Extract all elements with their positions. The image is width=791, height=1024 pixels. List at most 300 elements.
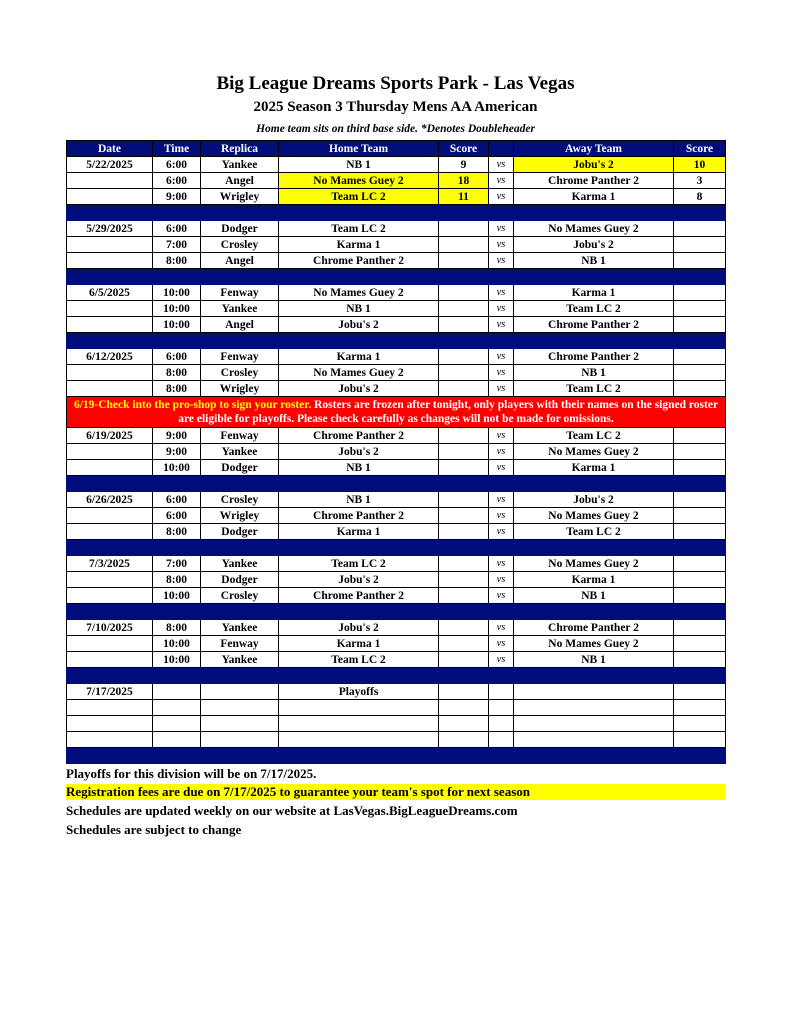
separator-cell xyxy=(514,205,674,221)
away-team-cell: Chrome Panther 2 xyxy=(514,317,674,333)
away-team-cell: Karma 1 xyxy=(514,189,674,205)
empty-cell xyxy=(153,716,201,732)
time-cell: 8:00 xyxy=(153,381,201,397)
separator-cell xyxy=(439,748,489,764)
away-score-cell xyxy=(674,317,726,333)
home-team-cell: NB 1 xyxy=(279,460,439,476)
vs-cell: vs xyxy=(489,492,514,508)
away-team-cell: Jobu's 2 xyxy=(514,237,674,253)
separator-cell xyxy=(514,668,674,684)
separator-cell xyxy=(67,269,153,285)
date-cell: 7/10/2025 xyxy=(67,620,153,636)
date-cell xyxy=(67,173,153,189)
date-cell xyxy=(67,444,153,460)
empty-cell xyxy=(279,732,439,748)
home-team-cell: No Mames Guey 2 xyxy=(279,173,439,189)
home-team-cell: Playoffs xyxy=(279,684,439,700)
col-header-time: Time xyxy=(153,141,201,157)
date-cell xyxy=(67,237,153,253)
home-score-cell xyxy=(439,636,489,652)
separator-cell xyxy=(674,333,726,349)
table-row xyxy=(67,572,726,588)
separator-cell xyxy=(514,269,674,285)
time-cell: 8:00 xyxy=(153,572,201,588)
separator-cell xyxy=(67,540,153,556)
vs-cell xyxy=(489,684,514,700)
home-score-cell xyxy=(439,365,489,381)
separator-cell xyxy=(439,540,489,556)
separator-cell xyxy=(279,205,439,221)
table-row xyxy=(67,428,726,444)
away-score-cell xyxy=(674,652,726,668)
away-team-cell: Team LC 2 xyxy=(514,301,674,317)
empty-cell xyxy=(67,732,153,748)
table-row xyxy=(67,173,726,189)
footer-registration-note: Registration fees are due on 7/17/2025 to guarantee your team's spot for next season xyxy=(66,784,725,800)
week-separator xyxy=(67,748,726,764)
empty-row xyxy=(67,716,726,732)
replica-field-cell: Fenway xyxy=(201,285,279,301)
separator-cell xyxy=(674,604,726,620)
away-score-cell xyxy=(674,524,726,540)
away-score-cell: 8 xyxy=(674,189,726,205)
date-cell: 7/3/2025 xyxy=(67,556,153,572)
table-row xyxy=(67,460,726,476)
away-score-cell xyxy=(674,508,726,524)
separator-cell xyxy=(514,604,674,620)
home-team-cell: Karma 1 xyxy=(279,524,439,540)
col-header-away-score: Score xyxy=(674,141,726,157)
separator-cell xyxy=(514,748,674,764)
table-row xyxy=(67,652,726,668)
replica-field-cell: Crosley xyxy=(201,588,279,604)
separator-cell xyxy=(489,205,514,221)
week-separator xyxy=(67,205,726,221)
home-team-cell: NB 1 xyxy=(279,492,439,508)
empty-cell xyxy=(514,732,674,748)
vs-cell: vs xyxy=(489,556,514,572)
home-team-cell: Karma 1 xyxy=(279,636,439,652)
separator-cell xyxy=(279,668,439,684)
table-row xyxy=(67,620,726,636)
footer-website-note: Schedules are updated weekly on our website at LasVegas.BigLeagueDreams.com xyxy=(66,803,518,818)
roster-notice xyxy=(67,397,726,428)
table-row xyxy=(67,508,726,524)
home-team-cell: NB 1 xyxy=(279,157,439,173)
empty-cell xyxy=(674,716,726,732)
away-team-cell: NB 1 xyxy=(514,365,674,381)
separator-cell xyxy=(279,333,439,349)
vs-cell: vs xyxy=(489,173,514,189)
home-score-cell xyxy=(439,508,489,524)
away-score-cell xyxy=(674,636,726,652)
time-cell: 6:00 xyxy=(153,349,201,365)
replica-field-cell: Dodger xyxy=(201,460,279,476)
separator-cell xyxy=(201,668,279,684)
time-cell xyxy=(153,684,201,700)
table-row xyxy=(67,253,726,269)
home-team-cell: Team LC 2 xyxy=(279,221,439,237)
separator-cell xyxy=(674,476,726,492)
time-cell: 8:00 xyxy=(153,524,201,540)
week-separator xyxy=(67,269,726,285)
time-cell: 10:00 xyxy=(153,588,201,604)
away-score-cell xyxy=(674,444,726,460)
replica-field-cell: Angel xyxy=(201,173,279,189)
separator-cell xyxy=(489,748,514,764)
separator-cell xyxy=(279,269,439,285)
separator-cell xyxy=(67,333,153,349)
vs-cell: vs xyxy=(489,221,514,237)
date-cell: 6/19/2025 xyxy=(67,428,153,444)
time-cell: 8:00 xyxy=(153,365,201,381)
replica-field-cell: Yankee xyxy=(201,157,279,173)
col-header-replica: Replica xyxy=(201,141,279,157)
vs-cell: vs xyxy=(489,652,514,668)
away-score-cell xyxy=(674,428,726,444)
separator-cell xyxy=(674,668,726,684)
date-cell xyxy=(67,588,153,604)
page-subtitle: 2025 Season 3 Thursday Mens AA American xyxy=(253,99,538,115)
away-team-cell: Team LC 2 xyxy=(514,524,674,540)
replica-field-cell: Wrigley xyxy=(201,189,279,205)
home-team-cell: Chrome Panther 2 xyxy=(279,508,439,524)
vs-cell: vs xyxy=(489,428,514,444)
roster-notice-text xyxy=(67,397,726,428)
away-team-cell: Chrome Panther 2 xyxy=(514,620,674,636)
away-score-cell xyxy=(674,365,726,381)
separator-cell xyxy=(153,476,201,492)
separator-cell xyxy=(279,748,439,764)
date-cell xyxy=(67,524,153,540)
separator-cell xyxy=(489,269,514,285)
separator-cell xyxy=(201,540,279,556)
time-cell: 6:00 xyxy=(153,221,201,237)
time-cell: 9:00 xyxy=(153,444,201,460)
away-team-cell: No Mames Guey 2 xyxy=(514,444,674,460)
vs-cell: vs xyxy=(489,620,514,636)
week-separator xyxy=(67,604,726,620)
page-title: Big League Dreams Sports Park - Las Vegas xyxy=(216,73,575,94)
separator-cell xyxy=(201,604,279,620)
vs-cell: vs xyxy=(489,444,514,460)
date-cell xyxy=(67,652,153,668)
week-separator xyxy=(67,540,726,556)
home-score-cell: 9 xyxy=(439,157,489,173)
separator-cell xyxy=(489,668,514,684)
time-cell: 10:00 xyxy=(153,285,201,301)
time-cell: 10:00 xyxy=(153,652,201,668)
week-separator xyxy=(67,333,726,349)
date-cell xyxy=(67,317,153,333)
vs-cell: vs xyxy=(489,508,514,524)
vs-cell: vs xyxy=(489,381,514,397)
away-score-cell xyxy=(674,556,726,572)
away-score-cell xyxy=(674,588,726,604)
separator-cell xyxy=(674,205,726,221)
replica-field-cell: Angel xyxy=(201,317,279,333)
table-row xyxy=(67,556,726,572)
away-team-cell: Karma 1 xyxy=(514,460,674,476)
home-score-cell xyxy=(439,620,489,636)
home-team-cell: Chrome Panther 2 xyxy=(279,253,439,269)
schedule-table xyxy=(66,140,726,764)
table-row xyxy=(67,189,726,205)
away-score-cell xyxy=(674,285,726,301)
table-row xyxy=(67,285,726,301)
replica-field-cell: Wrigley xyxy=(201,508,279,524)
home-score-cell xyxy=(439,285,489,301)
date-cell xyxy=(67,381,153,397)
vs-cell: vs xyxy=(489,253,514,269)
home-score-cell xyxy=(439,460,489,476)
time-cell: 6:00 xyxy=(153,492,201,508)
home-team-cell: Karma 1 xyxy=(279,237,439,253)
empty-cell xyxy=(153,732,201,748)
away-team-cell: Karma 1 xyxy=(514,572,674,588)
replica-field-cell: Yankee xyxy=(201,301,279,317)
col-header-date: Date xyxy=(67,141,153,157)
home-score-cell xyxy=(439,221,489,237)
week-separator xyxy=(67,668,726,684)
empty-cell xyxy=(67,700,153,716)
separator-cell xyxy=(279,540,439,556)
home-score-cell xyxy=(439,381,489,397)
empty-row xyxy=(67,700,726,716)
time-cell: 9:00 xyxy=(153,428,201,444)
replica-field-cell: Yankee xyxy=(201,652,279,668)
home-score-cell: 11 xyxy=(439,189,489,205)
time-cell: 7:00 xyxy=(153,237,201,253)
away-team-cell: No Mames Guey 2 xyxy=(514,221,674,237)
home-score-cell xyxy=(439,492,489,508)
replica-field-cell: Fenway xyxy=(201,349,279,365)
separator-cell xyxy=(67,748,153,764)
time-cell: 6:00 xyxy=(153,508,201,524)
home-score-cell xyxy=(439,301,489,317)
away-score-cell xyxy=(674,684,726,700)
vs-cell: vs xyxy=(489,301,514,317)
home-team-cell: Jobu's 2 xyxy=(279,444,439,460)
replica-field-cell: Crosley xyxy=(201,365,279,381)
separator-cell xyxy=(279,604,439,620)
separator-cell xyxy=(153,748,201,764)
away-team-cell: NB 1 xyxy=(514,588,674,604)
table-row xyxy=(67,588,726,604)
away-score-cell xyxy=(674,492,726,508)
replica-field-cell: Fenway xyxy=(201,636,279,652)
replica-field-cell: Wrigley xyxy=(201,381,279,397)
separator-cell xyxy=(153,269,201,285)
separator-cell xyxy=(153,604,201,620)
date-cell xyxy=(67,365,153,381)
separator-cell xyxy=(153,668,201,684)
separator-cell xyxy=(201,269,279,285)
vs-cell: vs xyxy=(489,572,514,588)
table-row xyxy=(67,237,726,253)
date-cell xyxy=(67,189,153,205)
separator-cell xyxy=(201,333,279,349)
time-cell: 6:00 xyxy=(153,173,201,189)
separator-cell xyxy=(514,333,674,349)
time-cell: 6:00 xyxy=(153,157,201,173)
footer-change-note: Schedules are subject to change xyxy=(66,822,242,837)
home-score-cell xyxy=(439,588,489,604)
table-row xyxy=(67,317,726,333)
empty-cell xyxy=(514,700,674,716)
replica-field-cell: Dodger xyxy=(201,572,279,588)
time-cell: 10:00 xyxy=(153,460,201,476)
home-score-cell xyxy=(439,317,489,333)
separator-cell xyxy=(201,748,279,764)
separator-cell xyxy=(67,604,153,620)
separator-cell xyxy=(67,668,153,684)
vs-cell: vs xyxy=(489,460,514,476)
time-cell: 10:00 xyxy=(153,317,201,333)
empty-cell xyxy=(674,700,726,716)
table-row xyxy=(67,381,726,397)
page-note: Home team sits on third base side. *Denotes Doubleheader xyxy=(256,123,535,135)
away-score-cell xyxy=(674,572,726,588)
away-team-cell: NB 1 xyxy=(514,253,674,269)
table-row xyxy=(67,301,726,317)
table-row xyxy=(67,221,726,237)
empty-cell xyxy=(489,716,514,732)
home-score-cell xyxy=(439,652,489,668)
replica-field-cell: Yankee xyxy=(201,620,279,636)
away-team-cell: No Mames Guey 2 xyxy=(514,636,674,652)
vs-cell: vs xyxy=(489,285,514,301)
home-score-cell xyxy=(439,253,489,269)
separator-cell xyxy=(439,604,489,620)
date-cell xyxy=(67,636,153,652)
separator-cell xyxy=(439,269,489,285)
table-row xyxy=(67,636,726,652)
empty-cell xyxy=(201,716,279,732)
home-score-cell xyxy=(439,572,489,588)
empty-cell xyxy=(279,716,439,732)
date-cell xyxy=(67,460,153,476)
away-score-cell xyxy=(674,237,726,253)
replica-field-cell: Crosley xyxy=(201,492,279,508)
away-team-cell: Jobu's 2 xyxy=(514,492,674,508)
empty-row xyxy=(67,732,726,748)
home-team-cell: Team LC 2 xyxy=(279,189,439,205)
date-cell xyxy=(67,301,153,317)
vs-cell: vs xyxy=(489,588,514,604)
col-header-home-score: Score xyxy=(439,141,489,157)
vs-cell: vs xyxy=(489,365,514,381)
home-team-cell: Jobu's 2 xyxy=(279,572,439,588)
home-team-cell: Jobu's 2 xyxy=(279,317,439,333)
week-separator xyxy=(67,476,726,492)
vs-cell: vs xyxy=(489,317,514,333)
replica-field-cell: Yankee xyxy=(201,556,279,572)
vs-cell: vs xyxy=(489,189,514,205)
away-team-cell: No Mames Guey 2 xyxy=(514,508,674,524)
replica-field-cell: Dodger xyxy=(201,524,279,540)
empty-cell xyxy=(201,700,279,716)
empty-cell xyxy=(153,700,201,716)
date-cell xyxy=(67,508,153,524)
replica-field-cell: Angel xyxy=(201,253,279,269)
separator-cell xyxy=(489,540,514,556)
table-row xyxy=(67,365,726,381)
home-score-cell xyxy=(439,444,489,460)
empty-cell xyxy=(514,716,674,732)
away-score-cell xyxy=(674,620,726,636)
away-team-cell: Jobu's 2 xyxy=(514,157,674,173)
away-score-cell: 3 xyxy=(674,173,726,189)
header-row xyxy=(67,141,726,157)
away-team-cell: NB 1 xyxy=(514,652,674,668)
separator-cell xyxy=(489,333,514,349)
separator-cell xyxy=(674,540,726,556)
empty-cell xyxy=(439,700,489,716)
away-team-cell: No Mames Guey 2 xyxy=(514,556,674,572)
separator-cell xyxy=(489,604,514,620)
footer-playoffs-note: Playoffs for this division will be on 7/17/2025. xyxy=(66,766,317,781)
vs-cell: vs xyxy=(489,157,514,173)
date-cell: 7/17/2025 xyxy=(67,684,153,700)
vs-cell: vs xyxy=(489,237,514,253)
separator-cell xyxy=(153,205,201,221)
home-team-cell: Chrome Panther 2 xyxy=(279,588,439,604)
empty-cell xyxy=(489,732,514,748)
home-team-cell: Karma 1 xyxy=(279,349,439,365)
home-score-cell xyxy=(439,524,489,540)
away-team-cell: Team LC 2 xyxy=(514,381,674,397)
time-cell: 9:00 xyxy=(153,189,201,205)
separator-cell xyxy=(201,205,279,221)
away-score-cell: 10 xyxy=(674,157,726,173)
separator-cell xyxy=(439,205,489,221)
col-header-vs xyxy=(489,141,514,157)
empty-cell xyxy=(279,700,439,716)
table-row xyxy=(67,492,726,508)
away-score-cell xyxy=(674,460,726,476)
home-team-cell: Jobu's 2 xyxy=(279,381,439,397)
home-team-cell: No Mames Guey 2 xyxy=(279,285,439,301)
home-team-cell: Jobu's 2 xyxy=(279,620,439,636)
home-team-cell: Team LC 2 xyxy=(279,652,439,668)
separator-cell xyxy=(153,540,201,556)
table-row xyxy=(67,349,726,365)
col-header-away-team: Away Team xyxy=(514,141,674,157)
home-score-cell: 18 xyxy=(439,173,489,189)
empty-cell xyxy=(201,732,279,748)
away-score-cell xyxy=(674,253,726,269)
time-cell: 8:00 xyxy=(153,620,201,636)
separator-cell xyxy=(489,476,514,492)
time-cell: 8:00 xyxy=(153,253,201,269)
separator-cell xyxy=(279,476,439,492)
separator-cell xyxy=(514,476,674,492)
away-score-cell xyxy=(674,221,726,237)
home-score-cell xyxy=(439,428,489,444)
home-team-cell: Team LC 2 xyxy=(279,556,439,572)
date-cell: 6/5/2025 xyxy=(67,285,153,301)
home-score-cell xyxy=(439,349,489,365)
vs-cell: vs xyxy=(489,349,514,365)
date-cell: 6/12/2025 xyxy=(67,349,153,365)
home-score-cell xyxy=(439,556,489,572)
home-team-cell: Chrome Panther 2 xyxy=(279,428,439,444)
date-cell: 5/29/2025 xyxy=(67,221,153,237)
replica-field-cell: Dodger xyxy=(201,221,279,237)
vs-cell: vs xyxy=(489,636,514,652)
date-cell xyxy=(67,572,153,588)
